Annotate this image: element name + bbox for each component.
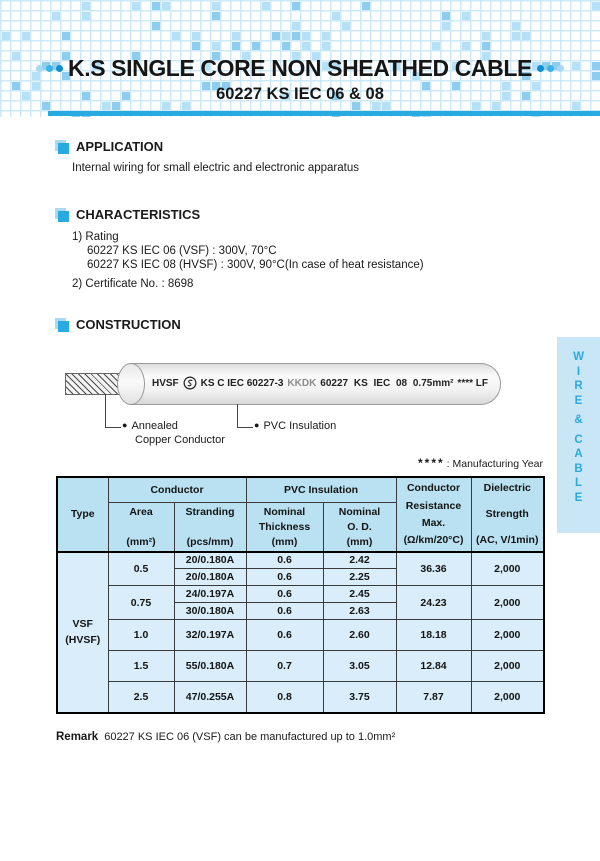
leader-line-conductor: [105, 394, 121, 428]
certificate-text: 2) Certificate No. : 8698: [72, 278, 194, 290]
header-line: (AC, V/1min): [476, 534, 539, 547]
title-row: [0, 55, 600, 82]
area-cell: 1.0: [108, 620, 174, 651]
side-tab-wire-and-cable: [557, 337, 600, 533]
label-annealed-conductor: [122, 420, 225, 446]
dielectric-cell: 2,000: [471, 620, 544, 651]
pattern-square: [232, 32, 241, 41]
type-line: (HVSF): [65, 634, 101, 646]
rating-label: 1) Rating: [72, 231, 119, 243]
pattern-square: [172, 32, 181, 41]
pattern-square: [252, 42, 261, 51]
dielectric-cell: 2,000: [471, 682, 544, 713]
stranding-cell: 24/0.197A: [174, 586, 246, 603]
application-heading: [55, 139, 163, 154]
pattern-square: [162, 2, 171, 11]
header-line: Conductor: [406, 482, 461, 495]
bullet-point-icon: ●: [254, 420, 260, 430]
col-header-thickness: [246, 502, 323, 552]
pattern-square: [2, 32, 11, 41]
header-line: (mm): [346, 535, 373, 548]
pattern-square: [482, 32, 491, 41]
thickness-cell: 0.8: [246, 682, 323, 713]
header-line: O. D.: [347, 520, 372, 533]
label-line: PVC Insulation: [263, 420, 337, 432]
marking-segment: 60227 KS IEC 08 0.75mm²: [320, 377, 454, 389]
stranding-cell: 20/0.180A: [174, 552, 246, 569]
od-cell: 2.25: [323, 569, 396, 586]
table-row: [57, 682, 544, 713]
stranding-cell: 47/0.255A: [174, 682, 246, 713]
page-subtitle: 60227 KS IEC 06 & 08: [216, 85, 384, 103]
thickness-cell: 0.6: [246, 620, 323, 651]
title-dots-left: [36, 65, 63, 72]
pattern-square: [292, 32, 301, 41]
pattern-square: [52, 12, 61, 21]
stranding-cell: 20/0.180A: [174, 569, 246, 586]
dot-icon: [537, 65, 544, 72]
construction-heading-label: CONSTRUCTION: [76, 317, 181, 332]
pattern-square: [282, 42, 291, 51]
tab-letter: E: [574, 491, 583, 504]
resistance-cell: 24.23: [396, 586, 471, 620]
pattern-square: [462, 12, 471, 21]
dielectric-cell: 2,000: [471, 552, 544, 586]
tab-letter: &: [574, 414, 583, 426]
header-line: Stranding: [185, 505, 235, 518]
col-header-type: Type: [57, 477, 108, 552]
pattern-square: [342, 22, 351, 31]
dot-icon: [557, 65, 564, 72]
col-group-pvc-insulation: PVC Insulation: [246, 477, 396, 502]
section-bullet-icon: [55, 318, 69, 332]
pattern-square: [232, 42, 241, 51]
pattern-square: [482, 42, 491, 51]
col-header-area: [108, 502, 174, 552]
col-header-dielectric: [471, 477, 544, 552]
header-line: Nominal: [263, 505, 306, 518]
cable-marking: [152, 363, 488, 403]
header-line: Thickness: [258, 520, 311, 533]
pattern-square: [82, 12, 91, 21]
marking-segment: HVSF: [152, 377, 179, 389]
pattern-square: [262, 2, 271, 11]
application-heading-label: APPLICATION: [76, 139, 164, 154]
pattern-square: [302, 32, 311, 41]
dot-icon: [56, 65, 63, 72]
pattern-square: [212, 42, 221, 51]
characteristics-heading-label: CHARACTERISTICS: [76, 207, 201, 222]
dot-icon: [36, 65, 43, 72]
thickness-cell: 0.6: [246, 603, 323, 620]
thickness-cell: 0.6: [246, 569, 323, 586]
pattern-square: [432, 42, 441, 51]
tab-letter: R: [574, 380, 583, 392]
od-cell: 2.60: [323, 620, 396, 651]
header-line: (mm): [271, 535, 298, 548]
section-bullet-icon: [55, 140, 69, 154]
stranding-cell: 30/0.180A: [174, 603, 246, 620]
pattern-square: [192, 32, 201, 41]
header-line: Dielectric: [483, 482, 531, 495]
table-row: [57, 586, 544, 603]
marking-segment: KS C IEC 60227-3: [200, 377, 284, 389]
asterisks-symbol: ****: [417, 456, 445, 470]
dielectric-cell: 2,000: [471, 586, 544, 620]
spec-table-body: [57, 552, 544, 713]
thickness-cell: 0.7: [246, 651, 323, 682]
od-cell: 2.63: [323, 603, 396, 620]
pattern-square: [212, 2, 221, 11]
dot-icon: [547, 65, 554, 72]
pattern-square: [322, 32, 331, 41]
resistance-cell: 36.36: [396, 552, 471, 586]
label-line: Copper Conductor: [135, 434, 225, 446]
application-text: Internal wiring for small electric and electronic apparatus: [72, 162, 359, 174]
pattern-square: [462, 42, 471, 51]
dielectric-cell: 2,000: [471, 651, 544, 682]
area-cell: 1.5: [108, 651, 174, 682]
header-line: (mm²): [126, 535, 156, 548]
remark: [56, 731, 395, 743]
type-line: VSF: [72, 618, 93, 630]
tab-letter: I: [576, 365, 581, 378]
title-dots-right: [537, 65, 564, 72]
stranding-cell: 55/0.180A: [174, 651, 246, 682]
header-line: Resistance: [405, 499, 462, 512]
pattern-square: [82, 2, 91, 11]
construction-heading: [55, 317, 181, 332]
remark-label: Remark: [56, 731, 99, 743]
pattern-square: [192, 42, 201, 51]
pattern-square: [322, 42, 331, 51]
pattern-square: [212, 12, 221, 21]
section-bullet-icon: [55, 208, 69, 222]
label-line: Annealed: [131, 420, 178, 432]
type-cell: [57, 552, 108, 713]
spec-table: [56, 476, 545, 714]
od-cell: 2.42: [323, 552, 396, 569]
label-pvc-insulation: [254, 420, 336, 432]
tab-letter: B: [574, 462, 583, 475]
pattern-square: [292, 22, 301, 31]
insulation-endcap: [117, 363, 145, 405]
rating-line-hvsf: 60227 KS IEC 08 (HVSF) : 300V, 90°C(In case of heat resistance): [87, 259, 424, 271]
tab-letter: C: [574, 433, 583, 446]
area-cell: 2.5: [108, 682, 174, 713]
pattern-square: [152, 22, 161, 31]
tab-letter: A: [574, 448, 583, 460]
pattern-square: [522, 32, 531, 41]
header-line: (pcs/mm): [186, 535, 234, 548]
col-header-resistance: [396, 477, 471, 552]
pattern-square: [362, 2, 371, 11]
thickness-cell: 0.6: [246, 552, 323, 569]
pattern-square: [512, 22, 521, 31]
bullet-point-icon: ●: [122, 420, 128, 430]
page-title: K.S SINGLE CORE NON SHEATHED CABLE: [68, 55, 532, 81]
od-cell: 3.05: [323, 651, 396, 682]
table-row: [57, 552, 544, 569]
col-group-conductor: Conductor: [108, 477, 246, 502]
pattern-square: [512, 32, 521, 41]
marking-segment: **** LF: [457, 377, 488, 389]
table-row: [57, 651, 544, 682]
area-cell: 0.5: [108, 552, 174, 586]
od-cell: 2.45: [323, 586, 396, 603]
header-line: Area: [129, 505, 153, 518]
marking-segment: KKDK: [287, 377, 317, 389]
pattern-square: [442, 12, 451, 21]
pattern-square: [152, 2, 161, 11]
tab-letter: E: [574, 394, 583, 407]
header-line: Max.: [421, 516, 446, 529]
dot-icon: [46, 65, 53, 72]
table-row: [57, 620, 544, 651]
header-line: Nominal: [338, 505, 381, 518]
resistance-cell: 12.84: [396, 651, 471, 682]
pattern-square: [332, 12, 341, 21]
remark-text: 60227 KS IEC 06 (VSF) can be manufactured up to 1.0mm²: [104, 731, 396, 743]
pattern-square: [132, 2, 141, 11]
area-cell: 0.75: [108, 586, 174, 620]
accent-divider-bar: [48, 111, 600, 116]
pattern-square: [22, 32, 31, 41]
pattern-square: [302, 42, 311, 51]
stranding-cell: 32/0.197A: [174, 620, 246, 651]
col-header-stranding: [174, 502, 246, 552]
leader-line-insulation: [237, 404, 253, 428]
note-text: : Manufacturing Year: [446, 458, 543, 470]
pattern-square: [272, 32, 281, 41]
pattern-square: [292, 2, 301, 11]
ks-mark-icon: [183, 376, 197, 390]
col-header-od: [323, 502, 396, 552]
manufacturing-year-note: [418, 456, 543, 470]
characteristics-heading: [55, 207, 200, 222]
pattern-square: [442, 22, 451, 31]
resistance-cell: 18.18: [396, 620, 471, 651]
pattern-square: [62, 32, 71, 41]
pattern-square: [282, 32, 291, 41]
thickness-cell: 0.6: [246, 586, 323, 603]
page-header: [0, 0, 600, 117]
rating-line-vsf: 60227 KS IEC 06 (VSF) : 300V, 70°C: [87, 245, 277, 257]
header-line: Strength: [485, 508, 529, 521]
tab-letter: W: [573, 351, 584, 363]
pattern-square: [592, 2, 600, 11]
header-line: (Ω/km/20°C): [403, 534, 464, 547]
resistance-cell: 7.87: [396, 682, 471, 713]
od-cell: 3.75: [323, 682, 396, 713]
tab-letter: L: [574, 477, 583, 489]
